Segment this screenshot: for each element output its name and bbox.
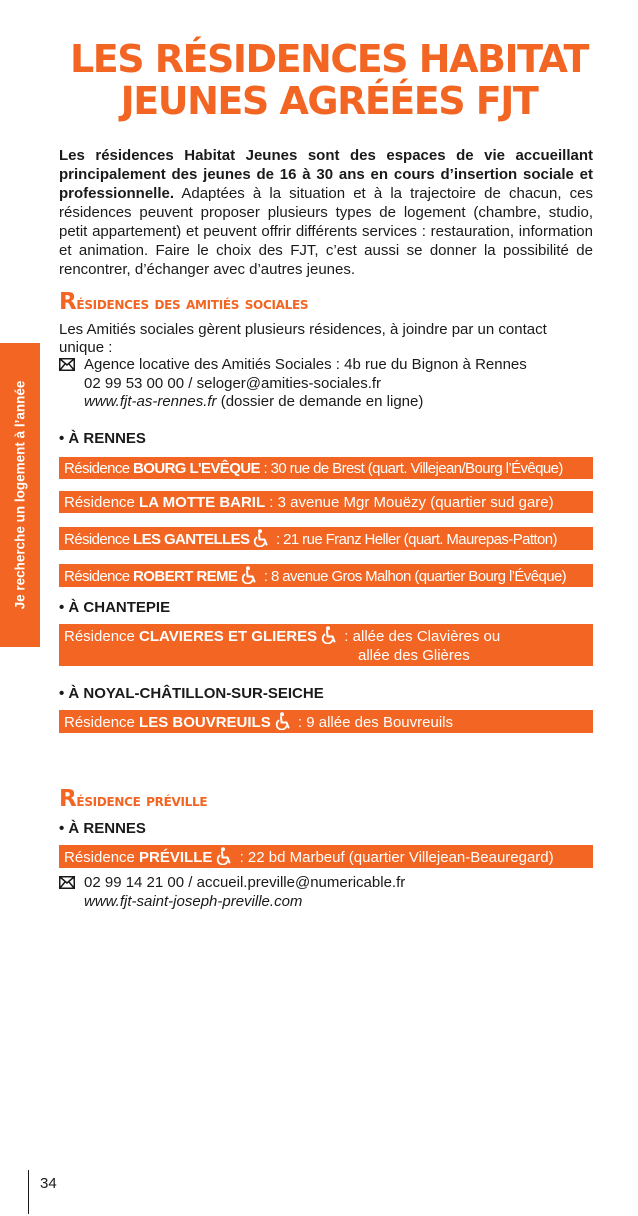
residence-bar-gantelles: Résidence LES GANTELLES : 21 rue Franz Heller (quart. Maurepas-Patton) <box>59 527 593 550</box>
residence-bar-bourg-leveque: Résidence BOURG L'EVÊQUE : 30 rue de Brest (quart. Villejean/Bourg l’Évêque) <box>59 457 593 479</box>
city-label-chantepie: • À CHANTEPIE <box>59 599 171 616</box>
residence-name: BOURG L'EVÊQUE <box>133 460 260 477</box>
residence-name: PRÉVILLE <box>139 849 213 866</box>
intro-bold: Les résidences Habitat Jeunes sont des espaces de vie accueillant principalement des jeunes de 16 à 30 ans en cours d’insertion sociale et professionnelle. <box>59 147 593 202</box>
page-title <box>40 38 618 122</box>
contact-block-amities <box>59 356 593 412</box>
contact-website-line <box>59 393 593 412</box>
residence-address: : 3 avenue Mgr Mouëzy (quartier sud gare) <box>265 494 554 511</box>
wheelchair-icon <box>241 566 258 584</box>
sidebar-tab <box>0 343 40 647</box>
wheelchair-icon <box>253 529 270 547</box>
city-label-rennes-preville: • À RENNES <box>59 820 146 837</box>
contact-phone-email: 02 99 53 00 00 / seloger@amities-sociales.fr <box>84 374 382 392</box>
contact-agency: Agence locative des Amitiés Sociales : 4b rue du Bignon à Rennes <box>84 356 527 373</box>
website-note: (dossier de demande en ligne) <box>216 393 424 410</box>
wheelchair-icon <box>275 712 292 730</box>
envelope-icon <box>59 876 75 889</box>
residence-name: LES BOUVREUILS <box>139 714 271 731</box>
page-number: 34 <box>40 1175 57 1192</box>
residence-address: : allée des Clavières ou <box>340 628 501 645</box>
residence-name: LA MOTTE BARIL <box>139 494 266 511</box>
residence-bar-robert-reme: Résidence ROBERT REME : 8 avenue Gros Malhon (quartier Bourg l’Évêque) <box>59 564 593 587</box>
residence-address: : 8 avenue Gros Malhon (quartier Bourg l’Évêque) <box>260 568 567 585</box>
sidebar-label: Je recherche un logement à l’année <box>12 380 28 610</box>
residence-address: : 21 rue Franz Heller (quart. Maurepas-Patton) <box>272 531 557 548</box>
residence-address: : 9 allée des Bouvreuils <box>293 714 453 731</box>
wheelchair-icon <box>321 626 338 644</box>
contact-phone-email: 02 99 14 21 00 / accueil.preville@numericable.fr <box>84 874 406 891</box>
website-link[interactable]: www.fjt-as-rennes.fr <box>84 393 217 410</box>
residence-bar-preville: Résidence PRÉVILLE : 22 bd Marbeuf (quartier Villejean-Beauregard) <box>59 845 593 868</box>
contact-block-preville <box>59 874 593 911</box>
wheelchair-icon <box>216 847 233 865</box>
residence-address-line-2: allée des Glières <box>358 647 470 664</box>
residence-address: : 22 bd Marbeuf (quartier Villejean-Beauregard) <box>235 849 554 866</box>
title-line-2: JEUNES AGRÉÉES FJT <box>120 79 538 123</box>
intro-paragraph <box>59 146 593 279</box>
envelope-icon <box>59 358 75 371</box>
city-label-noyal: • À NOYAL-CHÂTILLON-SUR-SEICHE <box>59 685 324 702</box>
residence-name: CLAVIERES ET GLIERES <box>139 628 318 645</box>
residence-bar-bouvreuils: Résidence LES BOUVREUILS : 9 allée des Bouvreuils <box>59 710 593 733</box>
website-link[interactable]: www.fjt-saint-joseph-preville.com <box>84 892 303 910</box>
section-heading-amities: Résidences des amitiés sociales <box>59 289 309 315</box>
residence-name: LES GANTELLES <box>133 531 250 548</box>
intro-rest: Adaptées à la situation et à la trajectoire de chacun, ces résidences peuvent proposer plusieurs types de logement (chambre, studio, petit appartement) et peuvent offrir différents services : restauration, information et animation. Faire le choix des FJT, c’est aussi se donner la possibilité de rencontrer, d’échanger avec d’autres jeunes. <box>59 185 593 278</box>
title-line-1: LES RÉSIDENCES HABITAT <box>70 37 588 81</box>
section-heading-preville: Résidence préville <box>59 786 208 812</box>
section-description: Les Amitiés sociales gèrent plusieurs résidences, à joindre par un contact unique : <box>59 321 547 356</box>
residence-bar-motte-baril: Résidence LA MOTTE BARIL : 3 avenue Mgr Mouëzy (quartier sud gare) <box>59 491 593 513</box>
city-label-rennes: • À RENNES <box>59 430 146 447</box>
residence-address: : 30 rue de Brest (quart. Villejean/Bourg l’Évêque) <box>259 460 563 477</box>
residence-name: ROBERT REME <box>133 568 238 585</box>
page-number-rule <box>28 1170 29 1214</box>
residence-bar-clavieres-glieres: Résidence CLAVIERES ET GLIERES : allée des Clavières ou allée des Glières <box>59 624 593 666</box>
